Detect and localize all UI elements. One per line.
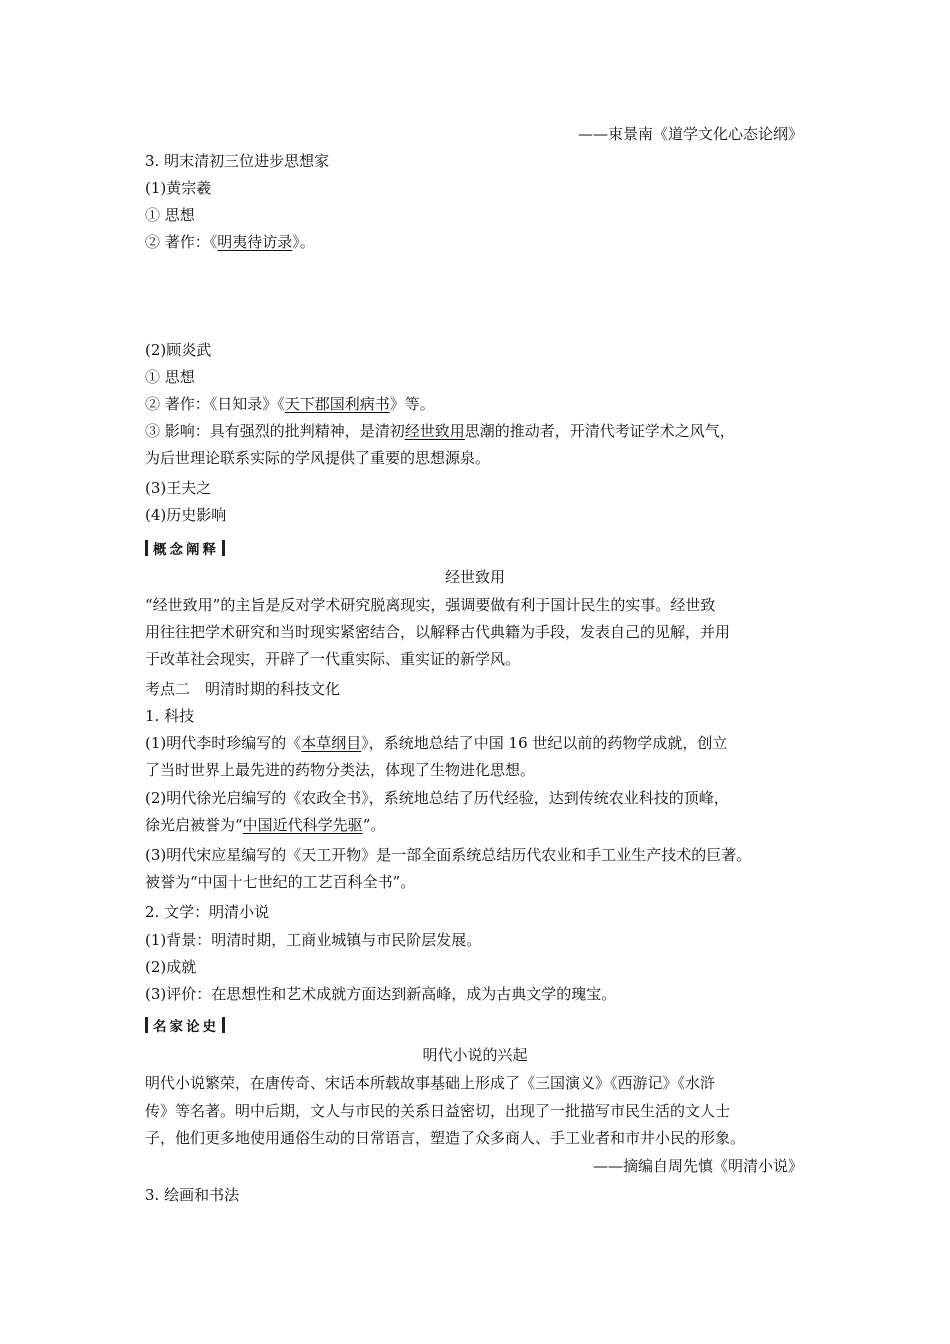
text-run: 》等。 [389,395,435,413]
text-run: ② 著作：《 [145,233,218,251]
text-run: 》。 [292,233,315,251]
works-line [145,232,315,252]
paragraph-line: 了当时世界上最先进的药物分类法，体现了生物进化思想。 [145,761,536,779]
list-item: (1)背景：明清时期，工商业城镇与市民阶层发展。 [145,931,482,949]
tag-text: 概念阐释 [153,542,219,558]
concept-label [145,538,225,558]
section-heading: 1. 科技 [145,707,195,725]
underlined-term: 明夷待访录 [217,233,293,251]
tag-text: 名家论史 [153,1019,219,1035]
paragraph-line: 传》等名著。明中后期，文人与市民的关系日益密切，出现了一批描写市民生活的文人士 [145,1102,731,1120]
list-item: (2)成就 [145,958,197,976]
text-run: ”。 [362,816,386,834]
subheading-influence: (4)历史影响 [145,506,227,524]
text-run: ③ 影响：具有强烈的批判精神，是清初 [145,422,405,440]
famous-label [145,1015,225,1035]
underlined-term: 中国近代科学先驱 [242,816,363,834]
underlined-term: 经世致用 [404,422,465,440]
list-item: (3)评价：在思想性和艺术成就方面达到新高峰，成为古典文学的瑰宝。 [145,985,617,1003]
text-run: 徐光启被誉为“ [145,816,243,834]
section-heading: 2. 文学：明清小说 [145,903,270,921]
paragraph-line: “经世致用”的主旨是反对学术研究脱离现实，强调要做有利于国计民生的实事。经世致 [145,596,716,614]
section-heading: 3. 明末清初三位进步思想家 [145,152,330,170]
section-heading: 3. 绘画和书法 [145,1186,240,1204]
tech-item-3: (3)明代宋应星编写的《天工开物》是一部全面系统总结历代农业和手工业生产技术的巨著。 [145,846,752,864]
paragraph-line: 明代小说繁荣，在唐传奇、宋话本所载故事基础上形成了《三国演义》《西游记》《水浒 [145,1074,716,1092]
quote-source: ——摘编自周先慎《明清小说》 [592,1157,803,1175]
paragraph-line [145,815,385,835]
tag-bar [222,540,225,556]
kaodian-heading: 考点二 明清时期的科技文化 [145,680,341,698]
text-run: (1)明代李时珍编写的《 [145,734,302,752]
paragraph-line: 子，他们更多地使用通俗生动的日常语言，塑造了众多商人、手工业者和市井小民的形象。 [145,1129,746,1147]
concept-title: 经世致用 [444,568,505,586]
underlined-term: 本草纲目 [301,734,362,752]
subheading-wang: (3)王夫之 [145,479,212,497]
subheading-huang: (1)黄宗羲 [145,179,212,197]
list-item: ① 思想 [145,206,195,224]
paragraph-line: 用往往把学术研究和当时现实紧密结合，以解释古代典籍为手段，发表自己的见解，并用 [145,623,731,641]
impact-line [145,421,735,441]
subheading-gu: (2)顾炎武 [145,341,212,359]
text-run: ② 著作：《日知录》《 [145,395,285,413]
tech-item-1 [145,733,727,753]
list-item: ① 思想 [145,368,195,386]
text-run: 》，系统地总结了中国 16 世纪以前的药物学成就，创立 [361,734,728,752]
famous-title: 明代小说的兴起 [422,1046,528,1064]
quote-source: ——束景南《道学文化心态论纲》 [577,125,803,143]
tag-bar [222,1017,225,1033]
works-line [145,394,435,414]
paragraph-line: 为后世理论联系实际的学风提供了重要的思想源泉。 [145,449,491,467]
paragraph-line: 于改革社会现实，开辟了一代重实际、重实证的新学风。 [145,650,521,668]
text-run: 思潮的推动者，开清代考证学术之风气， [464,422,735,440]
tech-item-2: (2)明代徐光启编写的《农政全书》，系统地总结了历代经验，达到传统农业科技的顶峰， [145,789,729,807]
underlined-term: 天下郡国利病书 [284,395,390,413]
paragraph-line: 被誉为“中国十七世纪的工艺百科全书”。 [145,873,416,891]
